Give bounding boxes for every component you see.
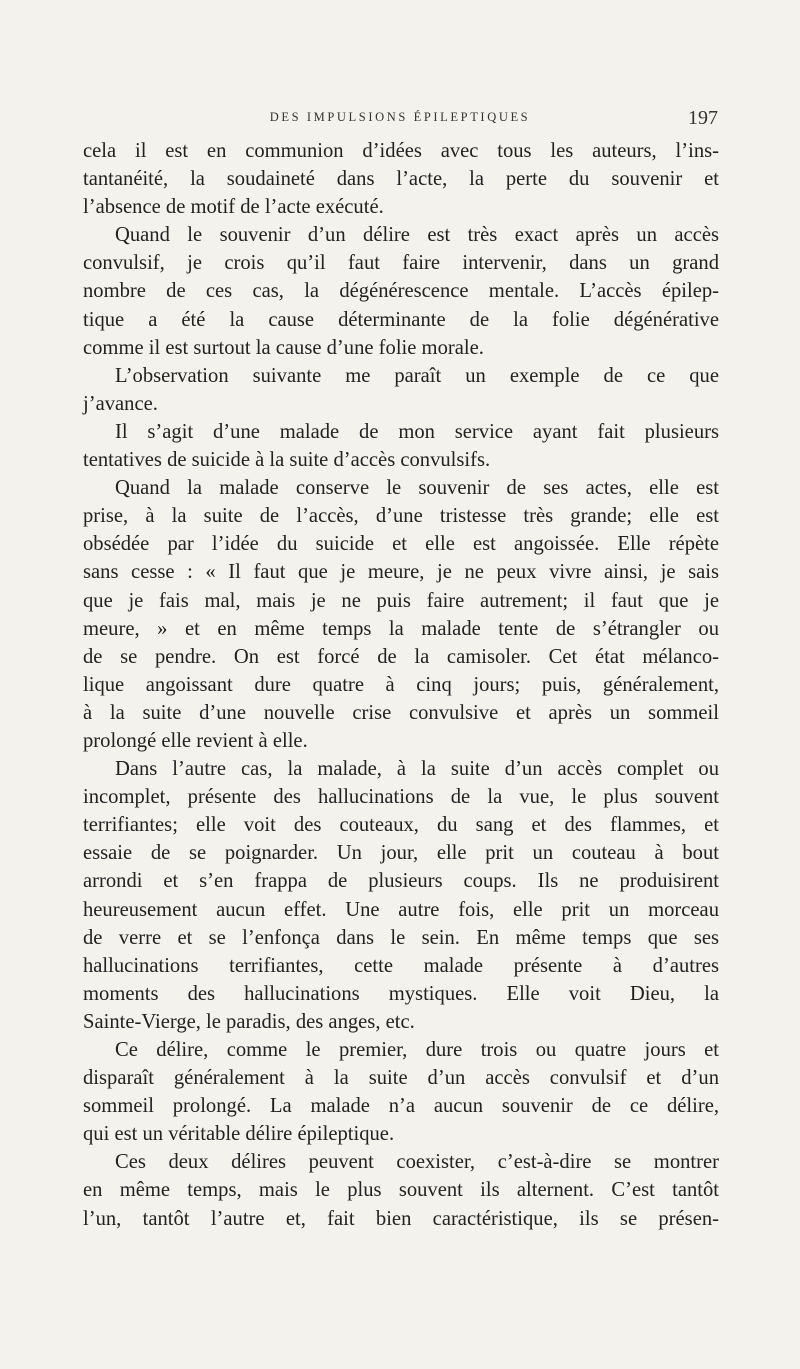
page-number: 197 — [688, 107, 718, 129]
text-line: Il s’agit d’une malade de mon service ayant fait plusieurs — [115, 420, 719, 443]
text-line: sommeil prolongé. La malade n’a aucun souvenir de ce délire, — [83, 1095, 719, 1118]
text-line: que je fais mal, mais je ne puis faire autrement; il faut que je — [83, 589, 719, 612]
text-line: heureusement aucun effet. Une autre fois, elle prit un morceau — [83, 898, 719, 921]
text-line: Sainte-Vierge, le paradis, des anges, etc. — [83, 1010, 415, 1033]
text-line: tique a été la cause déterminante de la folie dégénérative — [83, 308, 719, 331]
text-line: Quand le souvenir d’un délire est très exact après un accès — [115, 224, 719, 247]
text-line: L’observation suivante me paraît un exemple de ce que — [115, 364, 719, 387]
text-line: arrondi et s’en frappa de plusieurs coups. Ils ne produisirent — [83, 870, 719, 893]
text-line: prolongé elle revient à elle. — [83, 729, 308, 752]
text-line: nombre de ces cas, la dégénérescence mentale. L’accès épilep- — [83, 280, 719, 303]
text-line: l’absence de motif de l’acte exécuté. — [83, 196, 384, 219]
text-line: lique angoissant dure quatre à cinq jours; puis, généralement, — [83, 673, 719, 696]
text-line: convulsif, je crois qu’il faut faire intervenir, dans un grand — [83, 252, 719, 275]
text-line: j’avance. — [83, 392, 158, 415]
text-line: prise, à la suite de l’accès, d’une tristesse très grande; elle est — [83, 505, 719, 528]
text-line: disparaît généralement à la suite d’un accès convulsif et d’un — [83, 1067, 719, 1090]
text-line: terrifiantes; elle voit des couteaux, du sang et des flammes, et — [83, 814, 719, 837]
text-line: meure, » et en même temps la malade tente de s’étrangler ou — [83, 617, 719, 640]
running-head — [82, 108, 718, 136]
text-line: de se pendre. On est forcé de la camisoler. Cet état mélanco- — [83, 645, 719, 668]
running-title: DES IMPULSIONS ÉPILEPTIQUES — [269, 110, 531, 124]
body-text — [83, 137, 719, 1233]
text-line: l’un, tantôt l’autre et, fait bien caractéristique, ils se présen- — [83, 1207, 719, 1230]
text-line: incomplet, présente des hallucinations de la vue, le plus souvent — [83, 786, 719, 809]
text-line: Ce délire, comme le premier, dure trois ou quatre jours et — [115, 1039, 719, 1061]
text-line: obsédée par l’idée du suicide et elle est angoissée. Elle répète — [83, 533, 719, 556]
text-line: tantanéité, la soudaineté dans l’acte, la perte du souvenir et — [83, 168, 719, 191]
text-line: cela il est en communion d’idées avec tous les auteurs, l’ins- — [83, 140, 719, 162]
text-line: de verre et se l’enfonça dans le sein. En même temps que ses — [83, 926, 719, 949]
text-line: Dans l’autre cas, la malade, à la suite d’un accès complet ou — [115, 758, 719, 781]
text-line: tentatives de suicide à la suite d’accès convulsifs. — [83, 449, 491, 472]
text-line: qui est un véritable délire épileptique. — [83, 1123, 395, 1146]
text-line: hallucinations terrifiantes, cette malade présente à d’autres — [83, 954, 719, 977]
text-line: Ces deux délires peuvent coexister, c’est-à-dire se montrer — [115, 1151, 719, 1174]
text-line: à la suite d’une nouvelle crise convulsive et après un sommeil — [83, 701, 719, 724]
text-line: sans cesse : « Il faut que je meure, je ne peux vivre ainsi, je sais — [83, 561, 719, 584]
text-line: moments des hallucinations mystiques. Elle voit Dieu, la — [83, 982, 719, 1005]
text-line: essaie de se poignarder. Un jour, elle prit un couteau à bout — [83, 842, 719, 865]
text-line: en même temps, mais le plus souvent ils alternent. C’est tantôt — [83, 1179, 719, 1202]
text-line: comme il est surtout la cause d’une folie morale. — [83, 336, 484, 359]
text-line: Quand la malade conserve le souvenir de ses actes, elle est — [115, 477, 719, 500]
